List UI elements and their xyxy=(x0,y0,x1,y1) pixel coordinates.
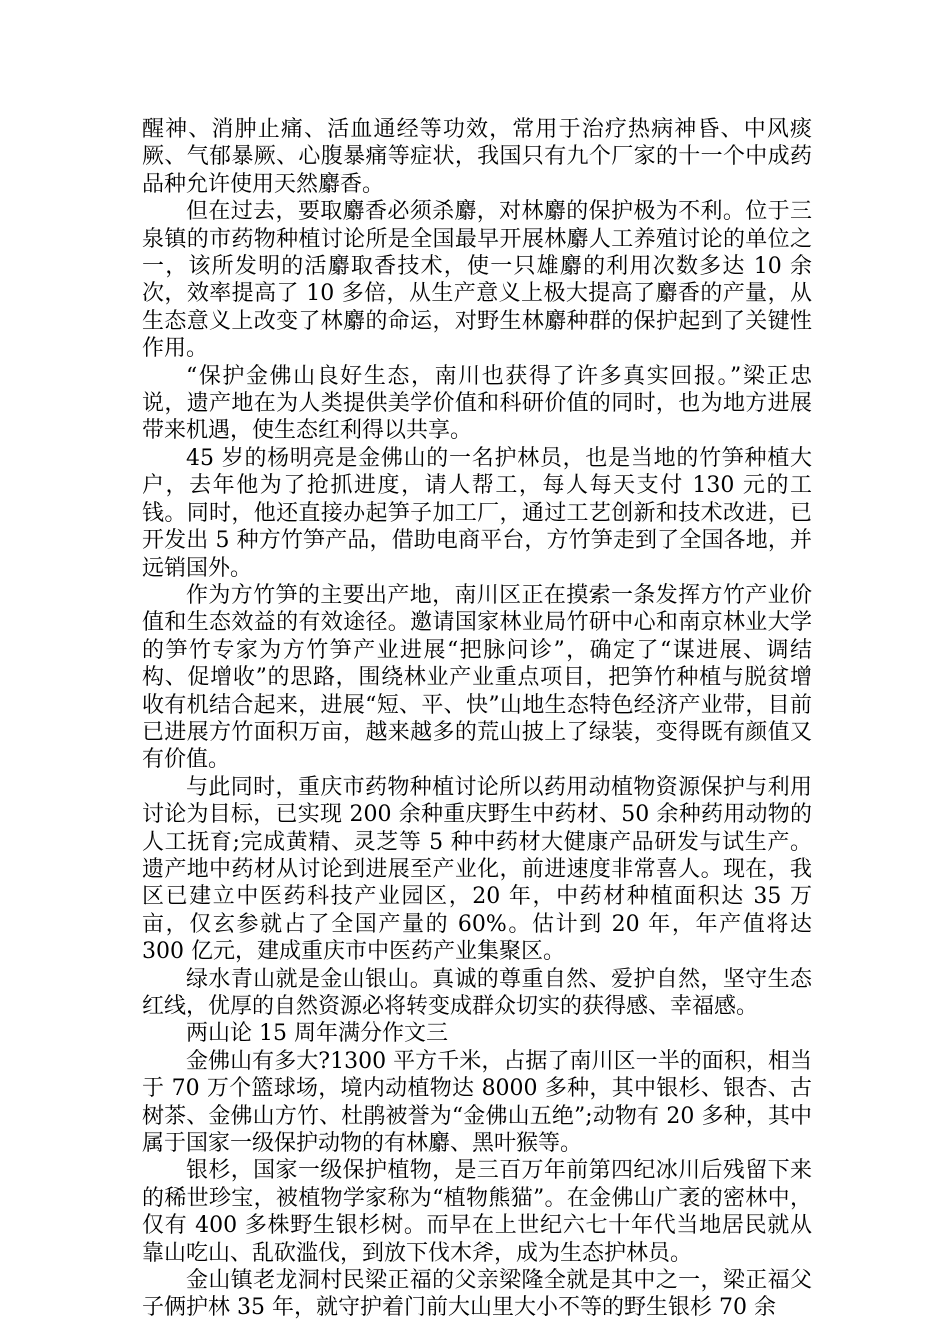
paragraph-5: 作为方竹笋的主要出产地，南川区正在摸索一条发挥方竹产业价值和生态效益的有效途径。邀请国家林业局竹研中心和南京林业大学的笋竹专家为方竹笋产业进展“把脉问诊”，确定了“谋进展、调结构、促增收”的思路，围绕林业产业重点项目，把笋竹种植与脱贫增收有机结合起来，进展“短、平、快”山地生态特色经济产业带，目前已进展方竹面积万亩，越来越多的荒山披上了绿装，变得既有颜值又有价值。 xyxy=(142,582,812,773)
paragraph-1: 醒神、消肿止痛、活血通经等功效，常用于治疗热病神昏、中风痰厥、气郁暴厥、心腹暴痛等症状，我国只有九个厂家的十一个中成药品种允许使用天然麝香。 xyxy=(142,117,812,197)
paragraph-7: 绿水青山就是金山银山。真诚的尊重自然、爱护自然，坚守生态红线，优厚的自然资源必将转变成群众切实的获得感、幸福感。 xyxy=(142,966,812,1019)
paragraph-9: 金佛山有多大?1300 平方千米，占据了南川区一半的面积，相当于 70 万个篮球场，境内动植物达 8000 多种，其中银杉、银杏、古树茶、金佛山方竹、杜鹃被誉为“金佛山五绝”;动物有 20 多种，其中属于国家一级保护动物的有林麝、黑叶猴等。 xyxy=(142,1048,812,1157)
paragraph-2: 但在过去，要取麝香必须杀麝，对林麝的保护极为不利。位于三泉镇的市药物种植讨论所是全国最早开展林麝人工养殖讨论的单位之一，该所发明的活麝取香技术，使一只雄麝的利用次数多达 10 余次，效率提高了 10 多倍，从生产意义上极大提高了麝香的产量，从生态意义上改变了林麝的命运，对野生林麝种群的保护起到了关键性作用。 xyxy=(142,199,812,362)
paragraph-4: 45 岁的杨明亮是金佛山的一名护林员，也是当地的竹笋种植大户，去年他为了抢抓进度，请人帮工，每人每天支付 130 元的工钱。同时，他还直接办起笋子加工厂，通过工艺创新和技术改进，已开发出 5 种方竹笋产品，借助电商平台，方竹笋走到了全国各地，并远销国外。 xyxy=(142,445,812,581)
paragraph-10: 银杉，国家一级保护植物，是三百万年前第四纪冰川后残留下来的稀世珍宝，被植物学家称为“植物熊猫”。在金佛山广袤的密林中，仅有 400 多株野生银杉树。而早在上世纪六七十年代当地居民就从靠山吃山、乱砍滥伐，到放下伐木斧，成为生态护林员。 xyxy=(142,1158,812,1266)
paragraph-11: 金山镇老龙洞村民梁正福的父亲梁隆全就是其中之一，梁正福父子俩护林 35 年，就守护着门前大山里大小不等的野生银杉 70 余 xyxy=(142,1268,812,1321)
document-body xyxy=(142,116,812,1322)
section-heading: 两山论 15 周年满分作文三 xyxy=(186,1021,448,1047)
paragraph-3: “保护金佛山良好生态，南川也获得了许多真实回报。”梁正忠说，遗产地在为人类提供美学价值和科研价值的同时，也为地方进展带来机遇，使生态红利得以共享。 xyxy=(142,363,812,444)
paragraph-6: 与此同时，重庆市药物种植讨论所以药用动植物资源保护与利用讨论为目标，已实现 200 余种重庆野生中药材、50 余种药用动物的人工抚育;完成黄精、灵芝等 5 种中药材大健康产品研发与试生产。遗产地中药材从讨论到进展至产业化，前进速度非常喜人。现在，我区已建立中医药科技产业园区，20 年，中药材种植面积达 35 万亩，仅玄参就占了全国产量的 60%。估计到 20 年，年产值将达 300 亿元，建成重庆市中医药产业集聚区。 xyxy=(142,774,812,965)
